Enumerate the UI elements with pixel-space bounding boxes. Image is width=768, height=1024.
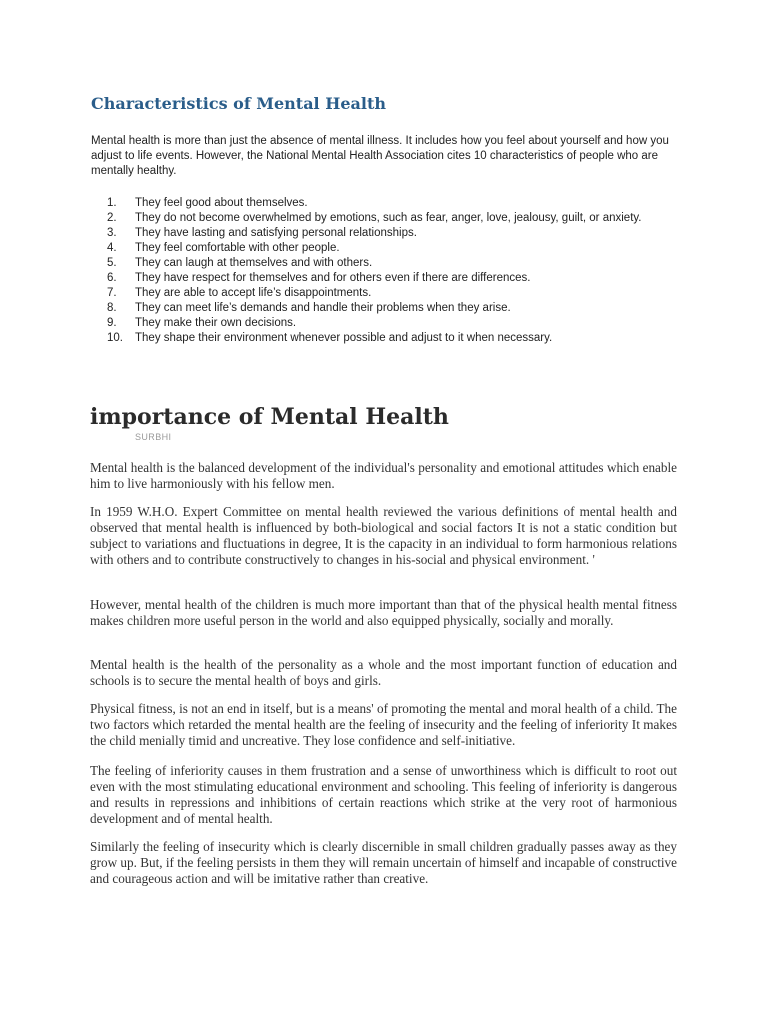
list-item: [107, 256, 667, 271]
list-item-number: 9.: [107, 317, 117, 329]
list-item-text: They make their own decisions.: [135, 317, 297, 329]
list-item-number: 8.: [107, 302, 117, 314]
list-item-number: 1.: [107, 197, 117, 209]
list-item: [107, 211, 667, 226]
body-paragraph: However, mental health of the children is much more important than that of the physical health mental fitness makes children more useful person in the world and also equipped physically, socially and morally.: [90, 597, 677, 628]
list-item-text: They do not become overwhelmed by emotions, such as fear, anger, love, jealousy, guilt, or anxiety.: [135, 212, 642, 224]
characteristics-list: [107, 196, 667, 346]
list-item: [107, 301, 667, 316]
list-item-number: 3.: [107, 227, 117, 239]
list-item: [107, 226, 667, 241]
body-paragraph: Mental health is the balanced development of the individual's personality and emotional attitudes which enable him to live harmoniously with his fellow men.: [90, 460, 677, 491]
list-item-number: 7.: [107, 287, 117, 299]
list-item-number: 10.: [107, 332, 123, 344]
list-item-text: They have respect for themselves and for others even if there are differences.: [135, 272, 531, 284]
section-title-characteristics: Characteristics of Mental Health: [91, 94, 386, 113]
body-paragraph: Mental health is the health of the personality as a whole and the most important function of education and schools is to secure the mental health of boys and girls.: [90, 657, 677, 688]
list-item-number: 6.: [107, 272, 117, 284]
list-item-text: They can laugh at themselves and with others.: [135, 257, 373, 269]
list-item-text: They can meet life’s demands and handle their problems when they arise.: [135, 302, 511, 314]
section-title-importance: importance of Mental Health: [90, 404, 449, 430]
body-paragraph: Similarly the feeling of insecurity which is clearly discernible in small children gradually passes away as they grow up. But, if the feeling persists in them they will remain uncertain of himself and incapable of constructive and courageous action and will be imitative rather than creative.: [90, 839, 677, 886]
body-paragraph: In 1959 W.H.O. Expert Committee on mental health reviewed the various definitions of mental health and observed that mental health is influenced by both-biological and social factors It is not a static condition but subject to variations and fluctuations in degree, It is the capacity in an individual to form harmonious relations with others and to contribute constructively to changes in his-social and physical environment. ': [90, 504, 677, 567]
list-item: [107, 331, 667, 346]
body-paragraph: The feeling of inferiority causes in them frustration and a sense of unworthiness which is difficult to root out even with the most stimulating educational environment and schooling. This feeling of inferiority is dangerous and results in repressions and inhibitions of certain reactions which strike at the very root of harmonious development and of mental health.: [90, 763, 677, 826]
list-item-text: They feel good about themselves.: [135, 197, 308, 209]
list-item-number: 5.: [107, 257, 117, 269]
author-byline: SURBHI: [135, 432, 172, 442]
list-item: [107, 241, 667, 256]
list-item-number: 4.: [107, 242, 117, 254]
list-item: [107, 316, 667, 331]
list-item: [107, 196, 667, 211]
list-item: [107, 286, 667, 301]
list-item: [107, 271, 667, 286]
body-paragraph: Physical fitness, is not an end in itself, but is a means' of promoting the mental and moral health of a child. The two factors which retarded the mental health are the feeling of insecurity and the feeling of inferiority It makes the child menially timid and uncreative. They lose confidence and self-initiative.: [90, 701, 677, 748]
list-item-text: They have lasting and satisfying personal relationships.: [135, 227, 417, 239]
section-intro-paragraph: Mental health is more than just the absence of mental illness. It includes how you feel about yourself and how you adjust to life events. However, the National Mental Health Association cites 10 characteristics of people who are mentally healthy.: [91, 135, 669, 177]
list-item-text: They shape their environment whenever possible and adjust to it when necessary.: [135, 332, 553, 344]
list-item-number: 2.: [107, 212, 117, 224]
list-item-text: They feel comfortable with other people.: [135, 242, 340, 254]
list-item-text: They are able to accept life’s disappointments.: [135, 287, 372, 299]
